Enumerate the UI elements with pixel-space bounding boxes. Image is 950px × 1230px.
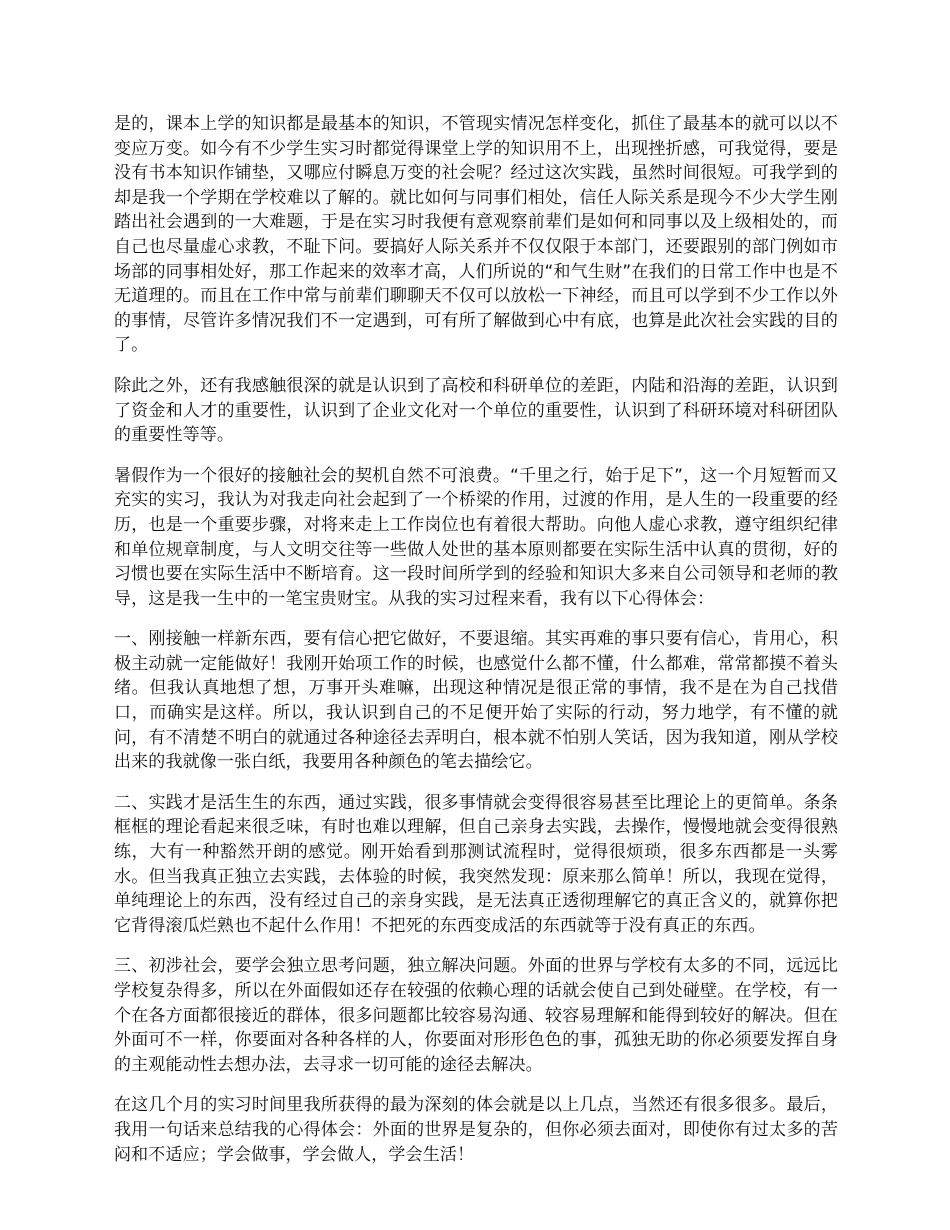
paragraph-3: 暑假作为一个很好的接触社会的契机自然不可浪费。“千里之行，始于足下”，这一个月短暂而又充实的实习，我认为对我走向社会起到了一个桥梁的作用，过渡的作用，是人生的一段重要的经历，也是一个重要步骤，对将来走上工作岗位也有着很大帮助。向他人虚心求教，遵守组织纪律和单位规章制度，与人文明交往等一些做人处世的基本原则都要在实际生活中认真的贯彻，好的习惯也要在实际生活中不断培育。这一段时间所学到的经验和知识大多来自公司领导和老师的教导，这是我一生中的一笔宝贵财宝。从我的实习过程来看，我有以下心得体会： (114, 465, 838, 609)
paragraph-2: 除此之外，还有我感触很深的就是认识到了高校和科研单位的差距，内陆和沿海的差距，认识到了资金和人才的重要性，认识到了企业文化对一个单位的重要性，认识到了科研环境对科研团队的重要性等等。 (114, 375, 838, 446)
paragraph-1: 是的，课本上学的知识都是最基本的知识，不管现实情况怎样变化，抓住了最基本的就可以以不变应万变。如今有不少学生实习时都觉得课堂上学的知识用不上，出现挫折感，可我觉得，要是没有书本知识作铺垫，又哪应付瞬息万变的社会呢？经过这次实践，虽然时间很短。可我学到的却是我一个学期在学校难以了解的。就比如何与同事们相处，信任人际关系是现今不少大学生刚踏出社会遇到的一大难题，于是在实习时我便有意观察前辈们是如何和同事以及上级相处的，而自己也尽量虚心求教，不耻下问。要搞好人际关系并不仅仅限于本部门，还要跟别的部门例如市场部的同事相处好，那工作起来的效率才高，人们所说的“和气生财”在我们的日常工作中也是不无道理的。而且在工作中常与前辈们聊聊天不仅可以放松一下神经，而且可以学到不少工作以外的事情，尽管许多情况我们不一定遇到，可有所了解做到心中有底，也算是此次社会实践的目的了。 (114, 114, 838, 356)
document-body (114, 112, 838, 1183)
paragraph-6: 三、初涉社会，要学会独立思考问题，独立解决问题。外面的世界与学校有太多的不同，远远比学校复杂得多，所以在外面假如还存在较强的依赖心理的话就会使自己到处碰壁。在学校，有一个在各方面都很接近的群体，很多问题都比较容易沟通、较容易理解和能得到较好的解决。但在外面可不一样，你要面对各种各样的人，你要面对形形色色的事，孤独无助的你必须要发挥自身的主观能动性去想办法，去寻求一切可能的途径去解决。 (114, 956, 838, 1075)
paragraph-7: 在这几个月的实习时间里我所获得的最为深刻的体会就是以上几点，当然还有很多很多。最后，我用一句话来总结我的心得体会：外面的世界是复杂的，但你必须去面对，即使你有过太多的苦闷和不适应；学会做事，学会做人，学会生活！ (114, 1095, 838, 1165)
paragraph-4: 一、刚接触一样新东西，要有信心把它做好，不要退缩。其实再难的事只要有信心，肯用心，积极主动就一定能做好！我刚开始项工作的时候，也感觉什么都不懂，什么都难，常常都摸不着头绪。但我认真地想了想，万事开头难嘛，出现这种情况是很正常的事情，我不是在为自己找借口，而确实是这样。所以，我认识到自己的不足便开始了实际的行动，努力地学，有不懂的就问，有不清楚不明白的就通过各种途径去弄明白，根本就不怕别人笑话，因为我知道，刚从学校出来的我就像一张白纸，我要用各种颜色的笔去描绘它。 (114, 629, 838, 773)
paragraph-5: 二、实践才是活生生的东西，通过实践，很多事情就会变得很容易甚至比理论上的更简单。条条框框的理论看起来很乏味，有时也难以理解，但自己亲身去实践，去操作，慢慢地就会变得很熟练，大有一种豁然开朗的感觉。刚开始看到那测试流程时，觉得很烦琐，很多东西都是一头雾水。但当我真正独立去实践，去体验的时候，我突然发现：原来那么简单！所以，我现在觉得，单纯理论上的东西，没有经过自己的亲身实践，是无法真正透彻理解它的真正含义的，就算你把它背得滚瓜烂熟也不起什么作用！不把死的东西变成活的东西就等于没有真正的东西。 (114, 792, 838, 936)
